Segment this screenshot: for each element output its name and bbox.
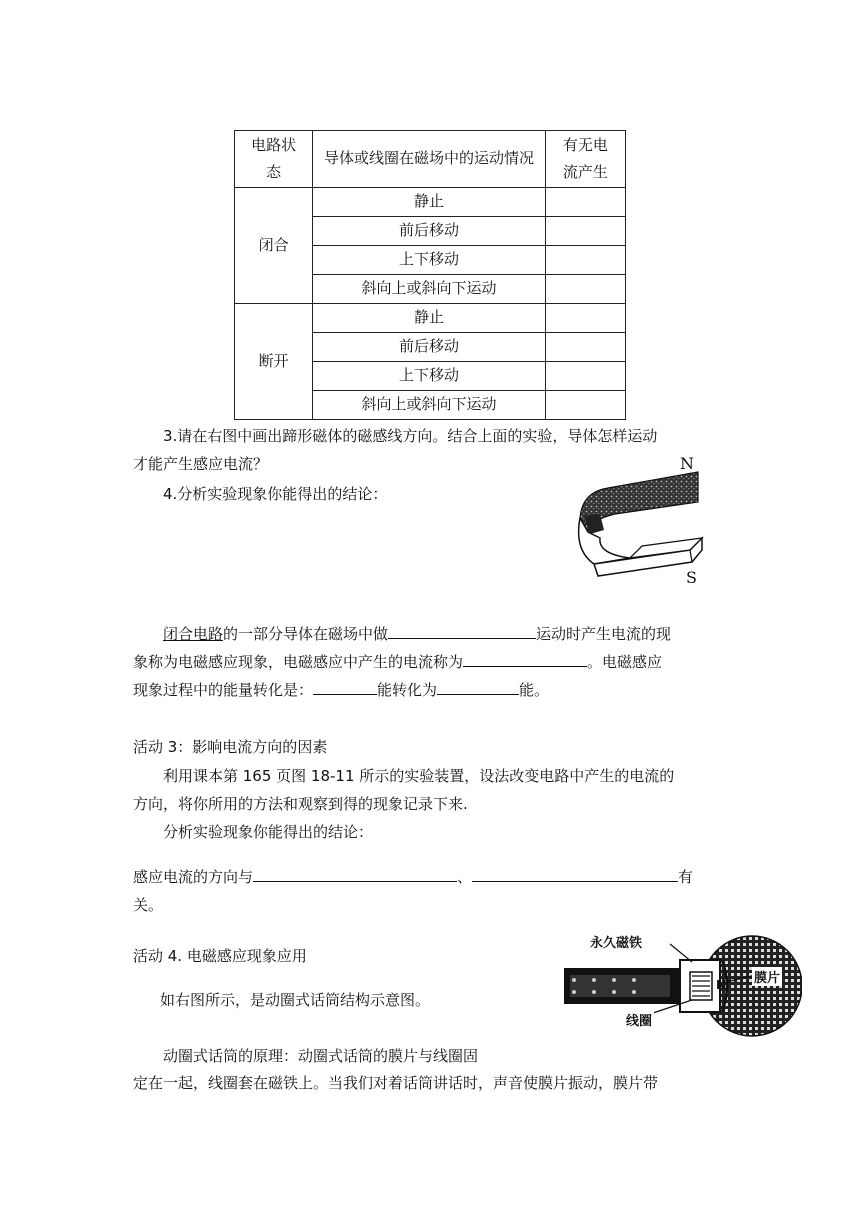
motion-cell: 静止 <box>313 187 546 216</box>
answer-cell[interactable] <box>545 390 625 419</box>
experiment-table <box>234 130 626 420</box>
activity4-line1: 如右图所示，是动圈式话筒结构示意图。 <box>160 991 431 1009</box>
activity3-title: 活动 3：影响电流方向的因素 <box>133 738 328 756</box>
q3-line1: 3.请在右图中画出蹄形磁体的磁感线方向。结合上面的实验，导体怎样运动 <box>163 427 658 445</box>
blank-factor-2[interactable] <box>472 863 678 882</box>
activity3-line1: 利用课本第 165 页图 18-11 所示的实验装置，设法改变电路中产生的电流的 <box>163 767 675 785</box>
answer-cell[interactable] <box>545 361 625 390</box>
state-open-cell: 断开 <box>235 303 313 419</box>
blank-energy-to[interactable] <box>437 676 519 695</box>
conclusion-line3: 现象过程中的能量转化是： 能转化为 能。 <box>133 676 733 704</box>
answer-cell[interactable] <box>545 332 625 361</box>
q4-prompt: 4.分析实验现象你能得出的结论： <box>163 485 388 503</box>
diaphragm-label: 膜片 <box>752 967 782 986</box>
answer-cell[interactable] <box>545 303 625 332</box>
south-label: S <box>686 568 697 587</box>
table-header-row <box>235 131 626 188</box>
conclusion-line2: 象称为电磁感应现象，电磁感应中产生的电流称为 。电磁感应 <box>133 648 733 676</box>
activity4-line2: 动圈式话筒的原理：动圈式话筒的膜片与线圈固 <box>163 1047 479 1065</box>
table-row <box>235 303 626 332</box>
mic-north-label: N <box>716 978 727 992</box>
blank-motion-type[interactable] <box>388 620 536 639</box>
table-row <box>235 187 626 216</box>
closed-circuit-term: 闭合电路 <box>163 625 224 643</box>
answer-cell[interactable] <box>545 216 625 245</box>
blank-energy-from[interactable] <box>313 676 377 695</box>
conclusion-line1: 闭合电路的一部分导体在磁场中做 运动时产生电流的现 <box>133 620 763 648</box>
header-circuit-state: 电路状态 <box>235 131 313 188</box>
activity3-line3: 分析实验现象你能得出的结论： <box>163 823 374 841</box>
north-label: N <box>680 454 694 473</box>
q3-line2: 才能产生感应电流？ <box>133 455 269 473</box>
answer-cell[interactable] <box>545 245 625 274</box>
activity3-conclusion-line1: 感应电流的方向与 、 有 <box>133 863 733 891</box>
motion-cell: 静止 <box>313 303 546 332</box>
header-current: 有无电流产生 <box>545 131 625 188</box>
blank-factor-1[interactable] <box>253 863 457 882</box>
blank-current-name[interactable] <box>463 648 587 667</box>
coil-label: 线圈 <box>624 1010 654 1029</box>
permanent-magnet-label: 永久磁铁 <box>588 932 644 951</box>
answer-cell[interactable] <box>545 274 625 303</box>
motion-cell: 前后移动 <box>313 332 546 361</box>
activity3-line2: 方向，将你所用的方法和观察到得的现象记录下来. <box>133 795 468 813</box>
horseshoe-magnet-figure[interactable] <box>570 450 720 590</box>
activity4-line3: 定在一起，线圈套在磁铁上。当我们对着话筒讲话时，声音使膜片振动，膜片带 <box>133 1074 659 1092</box>
motion-cell: 上下移动 <box>313 245 546 274</box>
motion-cell: 斜向上或斜向下运动 <box>313 390 546 419</box>
answer-cell[interactable] <box>545 187 625 216</box>
activity4-title: 活动 4. 电磁感应现象应用 <box>133 947 307 965</box>
motion-cell: 斜向上或斜向下运动 <box>313 274 546 303</box>
state-closed-cell: 闭合 <box>235 187 313 303</box>
activity3-conclusion-line2: 关。 <box>133 896 164 914</box>
motion-cell: 前后移动 <box>313 216 546 245</box>
header-motion: 导体或线圈在磁场中的运动情况 <box>313 131 546 188</box>
motion-cell: 上下移动 <box>313 361 546 390</box>
